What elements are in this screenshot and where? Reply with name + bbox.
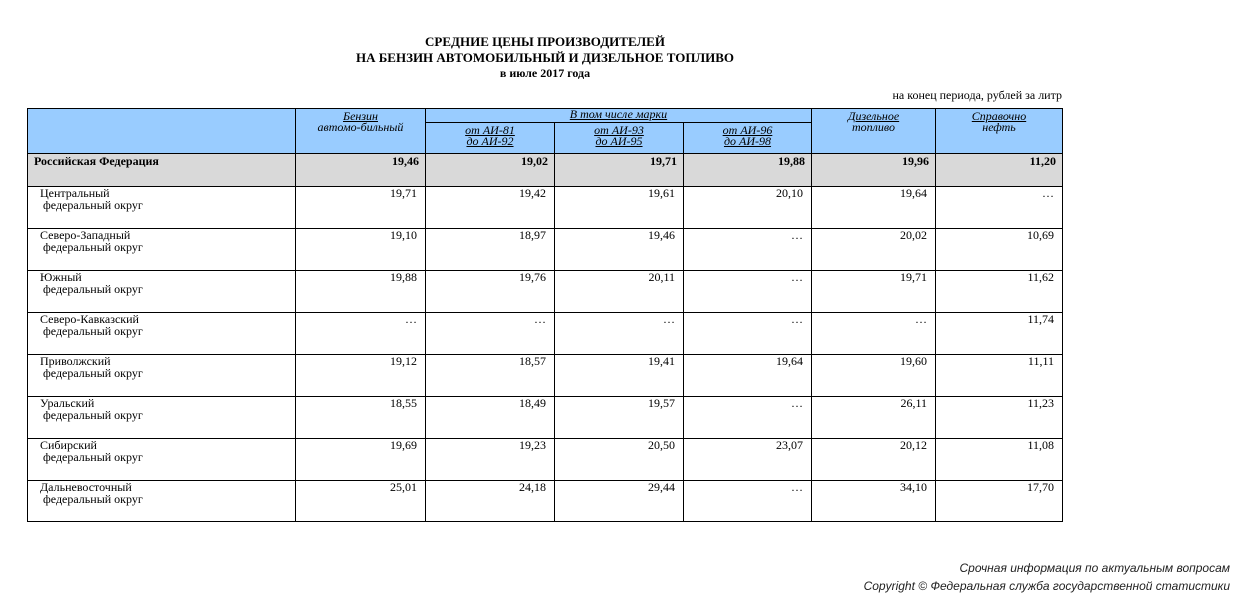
header-diesel: Дизельное топливо bbox=[812, 109, 936, 154]
cell-diesel: … bbox=[812, 313, 936, 355]
region-name: Дальневосточный федеральный округ bbox=[28, 481, 296, 522]
cell-diesel: 19,64 bbox=[812, 187, 936, 229]
cell-oil: 11,74 bbox=[936, 313, 1063, 355]
table-row bbox=[28, 481, 1063, 522]
cell-ai96: 19,64 bbox=[684, 355, 812, 397]
cell-ai96: … bbox=[684, 313, 812, 355]
cell-oil: 17,70 bbox=[936, 481, 1063, 522]
cell-ai96: … bbox=[684, 397, 812, 439]
cell-ai93: 29,44 bbox=[555, 481, 684, 522]
region-name: Уральский федеральный округ bbox=[28, 397, 296, 439]
region-name: Центральный федеральный округ bbox=[28, 187, 296, 229]
cell-diesel: 20,02 bbox=[812, 229, 936, 271]
cell-ai96: … bbox=[684, 229, 812, 271]
cell-ai81: … bbox=[426, 313, 555, 355]
federation-gasoline: 19,46 bbox=[296, 154, 426, 187]
region-name: Приволжский федеральный округ bbox=[28, 355, 296, 397]
cell-ai93: … bbox=[555, 313, 684, 355]
cell-ai96: 23,07 bbox=[684, 439, 812, 481]
footer-copyright: Copyright © Федеральная служба государственной статистики bbox=[863, 579, 1230, 593]
cell-diesel: 20,12 bbox=[812, 439, 936, 481]
region-name: Южный федеральный округ bbox=[28, 271, 296, 313]
header-brands-group: В том числе марки bbox=[426, 109, 812, 123]
region-name: Северо-Западный федеральный округ bbox=[28, 229, 296, 271]
prices-table bbox=[27, 108, 1063, 522]
region-name: Северо-Кавказский федеральный округ bbox=[28, 313, 296, 355]
cell-ai81: 18,57 bbox=[426, 355, 555, 397]
table-row bbox=[28, 355, 1063, 397]
cell-gasoline: 19,71 bbox=[296, 187, 426, 229]
table-row bbox=[28, 271, 1063, 313]
cell-oil: 11,08 bbox=[936, 439, 1063, 481]
cell-ai81: 19,76 bbox=[426, 271, 555, 313]
page-subtitle: НА БЕНЗИН АВТОМОБИЛЬНЫЙ И ДИЗЕЛЬНОЕ ТОПЛИВО bbox=[355, 50, 735, 65]
period-label: в июле 2017 года bbox=[499, 66, 591, 80]
cell-gasoline: 19,10 bbox=[296, 229, 426, 271]
cell-ai81: 18,49 bbox=[426, 397, 555, 439]
cell-gasoline: 25,01 bbox=[296, 481, 426, 522]
cell-oil: 10,69 bbox=[936, 229, 1063, 271]
table-row bbox=[28, 187, 1063, 229]
cell-diesel: 19,71 bbox=[812, 271, 936, 313]
cell-diesel: 26,11 bbox=[812, 397, 936, 439]
cell-oil: 11,11 bbox=[936, 355, 1063, 397]
cell-ai93: 19,41 bbox=[555, 355, 684, 397]
cell-ai81: 19,42 bbox=[426, 187, 555, 229]
cell-ai93: 20,11 bbox=[555, 271, 684, 313]
cell-diesel: 34,10 bbox=[812, 481, 936, 522]
header-ai96: от АИ-96 до АИ-98 bbox=[684, 123, 812, 154]
table-row bbox=[28, 313, 1063, 355]
cell-gasoline: 19,69 bbox=[296, 439, 426, 481]
cell-ai93: 20,50 bbox=[555, 439, 684, 481]
header-row-top bbox=[28, 109, 1063, 123]
cell-diesel: 19,60 bbox=[812, 355, 936, 397]
header-ai81: от АИ-81 до АИ-92 bbox=[426, 123, 555, 154]
header-region bbox=[28, 109, 296, 154]
page-title: СРЕДНИЕ ЦЕНЫ ПРОИЗВОДИТЕЛЕЙ bbox=[425, 34, 665, 49]
header-ai93: от АИ-93 до АИ-95 bbox=[555, 123, 684, 154]
federation-ai96: 19,88 bbox=[684, 154, 812, 187]
cell-ai81: 24,18 bbox=[426, 481, 555, 522]
cell-gasoline: … bbox=[296, 313, 426, 355]
table-row bbox=[28, 229, 1063, 271]
footer-note: Срочная информация по актуальным вопросам bbox=[959, 561, 1230, 575]
table-row bbox=[28, 439, 1063, 481]
federation-ai93: 19,71 bbox=[555, 154, 684, 187]
cell-oil: 11,62 bbox=[936, 271, 1063, 313]
cell-ai93: 19,46 bbox=[555, 229, 684, 271]
region-name: Сибирский федеральный округ bbox=[28, 439, 296, 481]
cell-ai81: 19,23 bbox=[426, 439, 555, 481]
header-oil: Справочно нефть bbox=[936, 109, 1063, 154]
cell-ai96: … bbox=[684, 481, 812, 522]
federation-oil: 11,20 bbox=[936, 154, 1063, 187]
cell-ai96: … bbox=[684, 271, 812, 313]
cell-gasoline: 19,88 bbox=[296, 271, 426, 313]
federation-name: Российская Федерация bbox=[28, 154, 296, 187]
cell-oil: … bbox=[936, 187, 1063, 229]
federation-diesel: 19,96 bbox=[812, 154, 936, 187]
cell-oil: 11,23 bbox=[936, 397, 1063, 439]
cell-ai93: 19,57 bbox=[555, 397, 684, 439]
units-note: на конец периода, рублей за литр bbox=[892, 88, 1062, 102]
header-gasoline: Бензин автомо-бильный bbox=[296, 109, 426, 154]
cell-ai93: 19,61 bbox=[555, 187, 684, 229]
cell-ai81: 18,97 bbox=[426, 229, 555, 271]
federation-ai81: 19,02 bbox=[426, 154, 555, 187]
cell-gasoline: 19,12 bbox=[296, 355, 426, 397]
federation-row bbox=[28, 154, 1063, 187]
cell-gasoline: 18,55 bbox=[296, 397, 426, 439]
cell-ai96: 20,10 bbox=[684, 187, 812, 229]
table-row bbox=[28, 397, 1063, 439]
